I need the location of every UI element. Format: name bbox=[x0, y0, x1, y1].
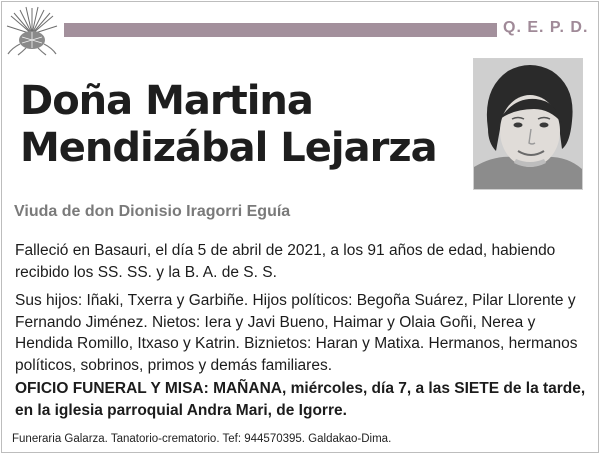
qepd-label: Q. E. P. D. bbox=[503, 19, 589, 36]
portrait-photo bbox=[473, 58, 583, 190]
death-details: Falleció en Basauri, el día 5 de abril de 2021, a los 91 años de edad, habiendo recibido los SS. SS. y la B. A. de S. S. bbox=[15, 242, 556, 281]
thistle-flower-icon bbox=[4, 4, 60, 56]
header-bar bbox=[64, 23, 497, 37]
name-line-2: Mendizábal Lejarza bbox=[20, 125, 437, 171]
widow-of-subtitle: Viuda de don Dionisio Iragorri Eguía bbox=[14, 203, 291, 220]
funeral-info: OFICIO FUNERAL Y MISA: MAÑANA, miércoles, día 7, a las SIETE de la tarde, en la iglesia parroquial Andra Mari, de Igorre. bbox=[15, 380, 586, 419]
deceased-name bbox=[20, 78, 460, 172]
name-line-1: Doña Martina bbox=[20, 78, 313, 124]
funeral-home-footer: Funeraria Galarza. Tanatorio-crematorio. Tef: 944570395. Galdakao-Dima. bbox=[12, 433, 392, 445]
family-list: Sus hijos: Iñaki, Txerra y Garbiñe. Hijos políticos: Begoña Suárez, Pilar Llorente y Fernando Jiménez. Nietos: Iera y Javi Bueno, Haimar y Olaia Goñi, Nerea y Hendida Romillo, Itxaso y Katrin. Biznietos: Haran y Matixa. Hermanos, hermanos políticos, sobrinos, primos y demás familiares. bbox=[15, 292, 578, 374]
